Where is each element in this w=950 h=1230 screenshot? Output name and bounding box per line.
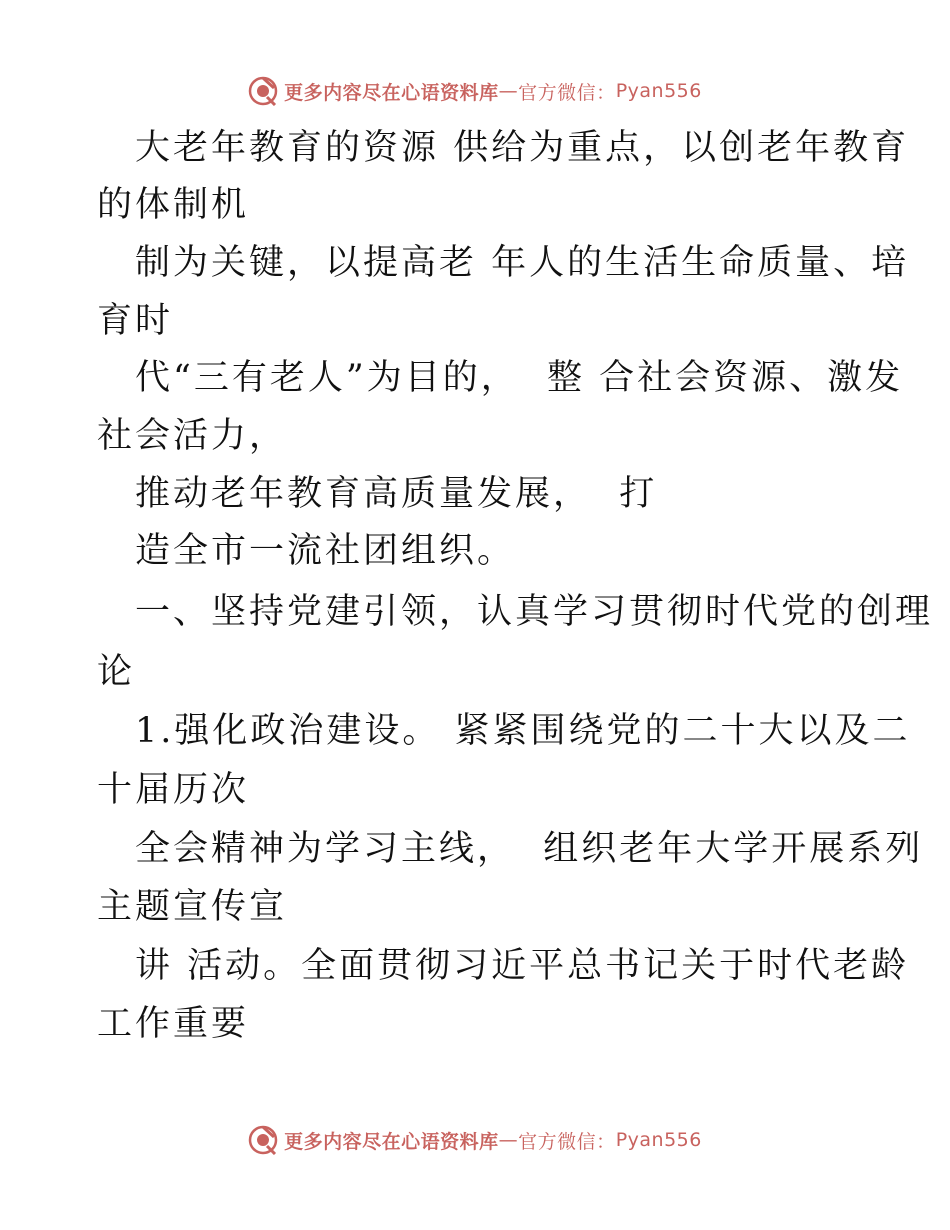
doc-line-5: 代“三有老人”为目的， 整 合社会资源、激发 <box>135 358 904 398</box>
doc-line-1: 大老年教育的资源 供给为重点，以创老年教育 <box>135 128 910 168</box>
footer-wechat-id: Pyan556 <box>615 1129 702 1151</box>
footer-brand-text: 更多内容尽在心语资料库 <box>284 1130 499 1153</box>
doc-line-16: 工作重要 <box>97 1004 250 1044</box>
doc-line-9: 一、坚持党建引领，认真学习贯彻时代党的创理 <box>135 592 934 632</box>
doc-line-15: 讲 活动。全面贯彻习近平总书记关于时代老龄 <box>135 946 910 986</box>
header-separator: — <box>498 80 519 102</box>
header-brand-text: 更多内容尽在心语资料库 <box>284 81 499 104</box>
doc-line-7: 推动老年教育高质量发展， 打 <box>135 474 658 514</box>
doc-line-10: 论 <box>97 652 136 692</box>
doc-line-3: 制为关键，以提高老 年人的生活生命质量、培 <box>135 243 910 283</box>
doc-line-11: 1.强化政治建设。 紧紧围绕党的二十大以及二 <box>135 711 911 751</box>
doc-line-12: 十届历次 <box>97 770 250 810</box>
header-banner <box>0 71 950 111</box>
header-wechat-label: 官方微信： <box>518 81 616 104</box>
doc-line-8: 造全市一流社团组织。 <box>135 531 516 571</box>
doc-line-4: 育时 <box>97 301 174 341</box>
header-wechat-id: Pyan556 <box>615 80 702 102</box>
logo-icon <box>248 76 278 106</box>
logo-icon <box>248 1125 278 1155</box>
doc-line-14: 主题宣传宣 <box>97 887 288 927</box>
footer-separator: — <box>498 1129 519 1151</box>
footer-wechat-label: 官方微信： <box>518 1130 616 1153</box>
doc-line-6: 社会活力， <box>97 416 288 456</box>
doc-line-13: 全会精神为学习主线， 组织老年大学开展系列 <box>135 829 924 869</box>
footer-banner <box>0 1120 950 1160</box>
doc-line-2: 的体制机 <box>97 185 250 225</box>
